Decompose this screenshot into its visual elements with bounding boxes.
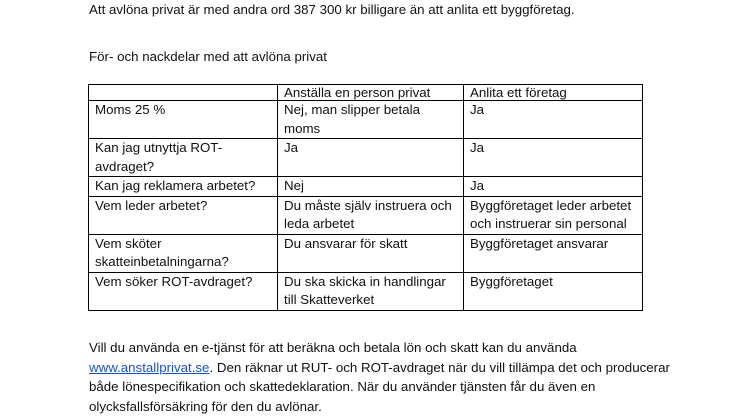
row-company-answer: Ja: [464, 101, 643, 139]
table-row: [89, 177, 643, 197]
outro-text-start: Vill du använda en e-tjänst för att beräkna och betala lön och skatt kan du använda: [89, 340, 577, 355]
table-row: [89, 272, 643, 310]
row-private-answer: Nej, man slipper betala moms: [278, 101, 464, 139]
row-question: Vem sköter skatteinbetalningarna?: [89, 234, 278, 272]
row-private-answer: Nej: [278, 177, 464, 197]
row-private-answer: Ja: [278, 139, 464, 177]
table-row: [89, 101, 643, 139]
table-heading: För- och nackdelar med att avlöna privat: [89, 49, 327, 64]
row-private-answer: Du ska skicka in handlingar till Skatteverket: [278, 272, 464, 310]
intro-text: Att avlöna privat är med andra ord 387 300 kr billigare än att anlita ett byggföretag.: [89, 2, 575, 17]
row-question: Kan jag reklamera arbetet?: [89, 177, 278, 197]
row-question: Vem söker ROT-avdraget?: [89, 272, 278, 310]
table-row: [89, 139, 643, 177]
row-company-answer: Ja: [464, 177, 643, 197]
table-row: [89, 196, 643, 234]
row-private-answer: Du ansvarar för skatt: [278, 234, 464, 272]
row-question: Kan jag utnyttja ROT-avdraget?: [89, 139, 278, 177]
table-row: [89, 234, 643, 272]
outro-text-end: . Den räknar ut RUT- och ROT-avdraget när du vill tillämpa det och producerar både lönespecifikation och skattedeklaration. När du använder tjänsten får du även en olycksfallsförsäkring för den du avlönar.: [89, 359, 670, 414]
row-company-answer: Byggföretaget: [464, 272, 643, 310]
row-private-answer: Du måste själv instruera och leda arbetet: [278, 196, 464, 234]
header-cell-company: Anlita ett företag: [464, 85, 643, 101]
row-company-answer: Byggföretaget leder arbetet och instruerar sin personal: [464, 196, 643, 234]
row-company-answer: Byggföretaget ansvarar: [464, 234, 643, 272]
header-cell-private: Anställa en person privat: [278, 85, 464, 101]
table-header-row: [89, 85, 643, 101]
row-company-answer: Ja: [464, 139, 643, 177]
outro-paragraph: [89, 338, 689, 416]
row-question: Vem leder arbetet?: [89, 196, 278, 234]
row-question: Moms 25 %: [89, 101, 278, 139]
header-cell-empty: [89, 85, 278, 101]
comparison-table: [88, 84, 643, 311]
anstallprivat-link[interactable]: www.anstallprivat.se: [89, 359, 210, 375]
